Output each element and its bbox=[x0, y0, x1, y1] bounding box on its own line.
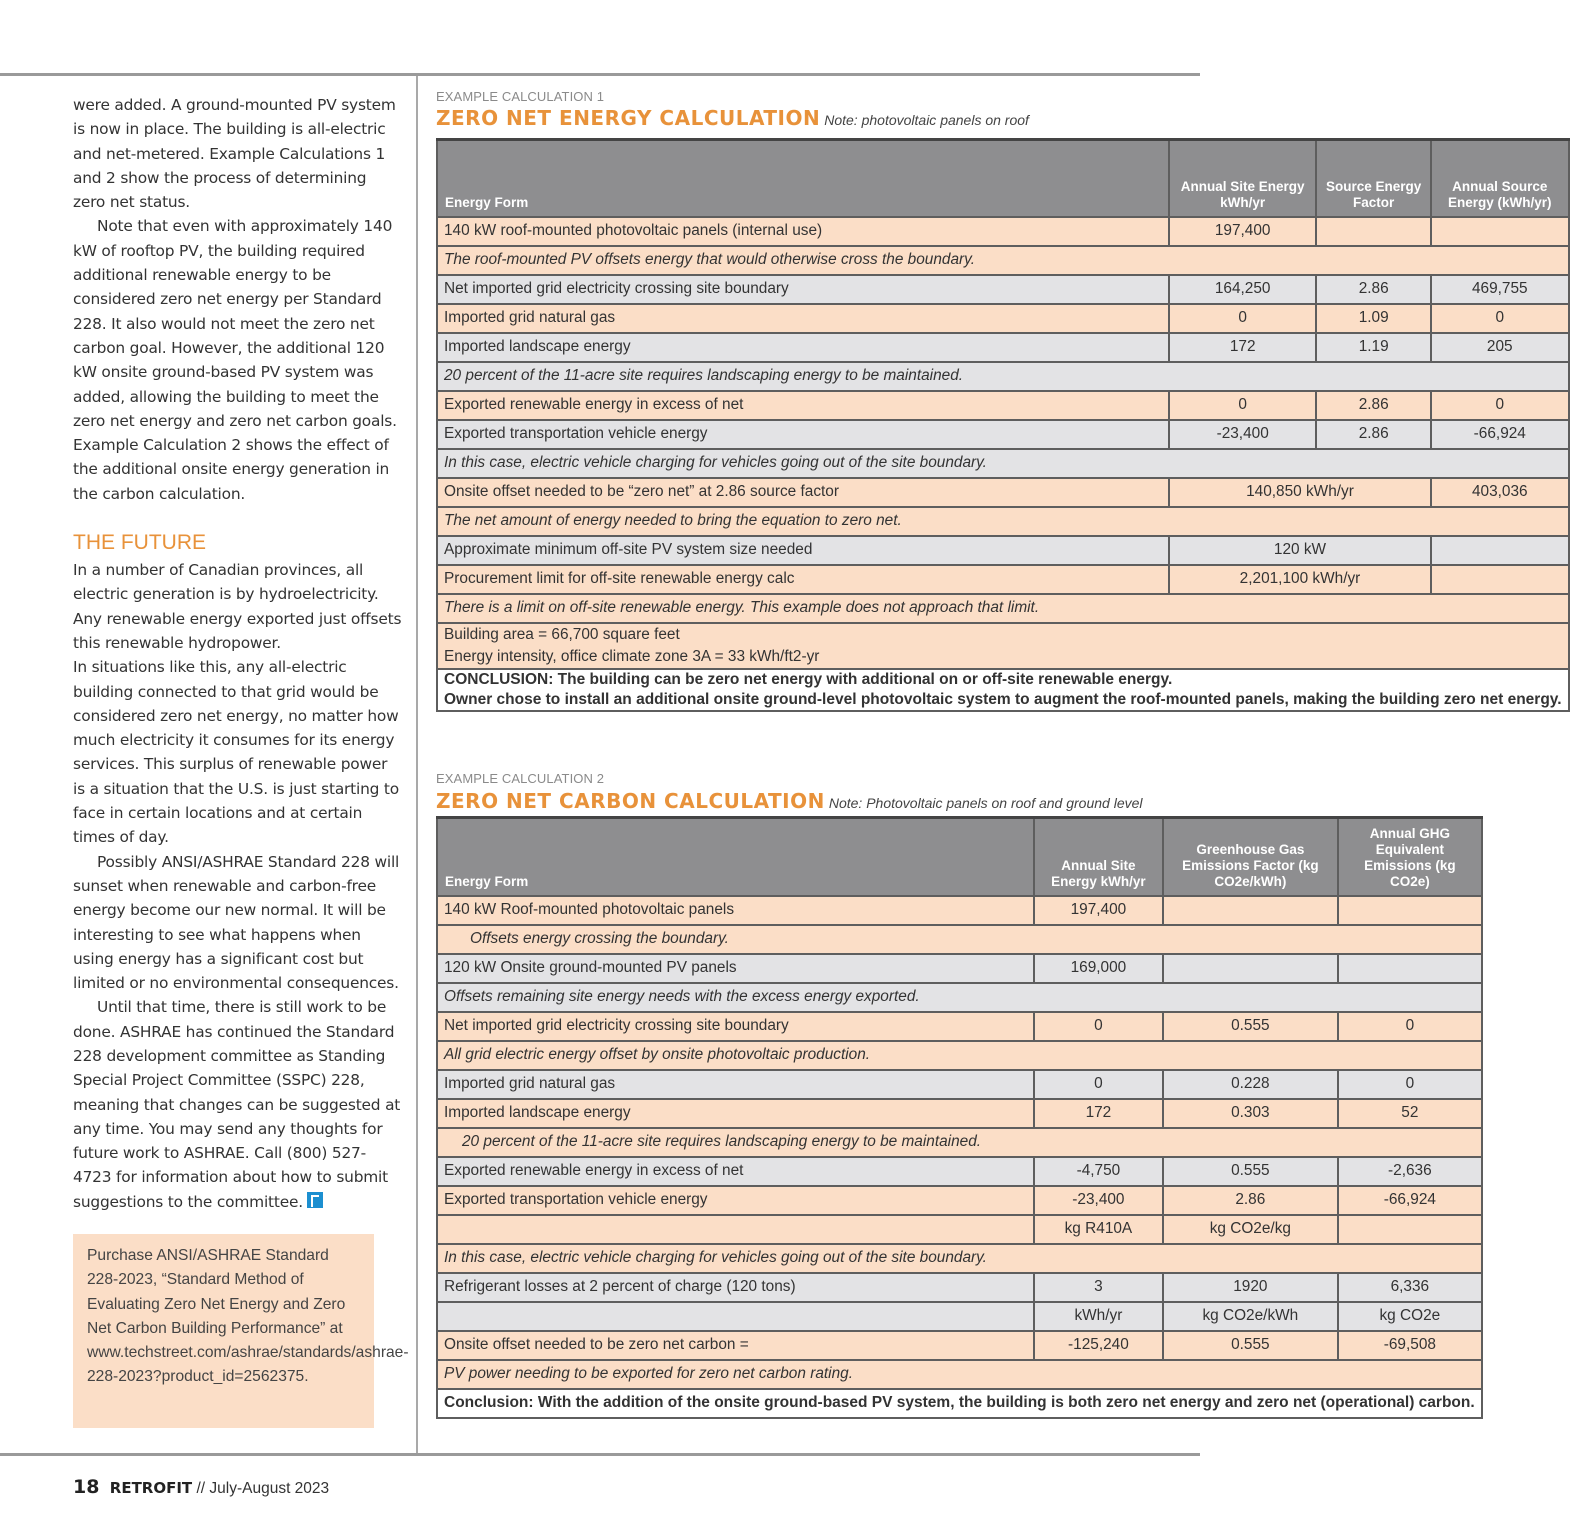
cell-factor: 0.555 bbox=[1163, 1012, 1338, 1041]
conclusion: Conclusion: With the addition of the onsite ground-based PV system, the building is both zero net energy and zero net (operational) carbon. bbox=[437, 1389, 1482, 1418]
table-note-row bbox=[437, 983, 1482, 1012]
row-label: Net imported grid electricity crossing site boundary bbox=[437, 275, 1169, 304]
cell-empty bbox=[1163, 954, 1338, 983]
calc2-table bbox=[436, 816, 1483, 1419]
conclusion-line: CONCLUSION: The building can be zero net energy with additional on or off-site renewable energy. bbox=[444, 670, 1173, 688]
cell-empty bbox=[437, 1215, 1034, 1244]
header-source-energy: Annual Source Energy (kWh/yr) bbox=[1431, 140, 1569, 217]
page-footer bbox=[73, 1476, 329, 1498]
cell-empty bbox=[437, 1302, 1034, 1331]
row-label: Exported renewable energy in excess of net bbox=[437, 1157, 1034, 1186]
conclusion bbox=[437, 669, 1569, 711]
header-ghg-emissions: Annual GHG Equivalent Emissions (kg CO2e) bbox=[1338, 818, 1482, 896]
table-note-row bbox=[437, 449, 1569, 478]
cell-emissions: 0 bbox=[1338, 1012, 1482, 1041]
row-label: 120 kW Onsite ground-mounted PV panels bbox=[437, 954, 1034, 983]
cell-factor: 2.86 bbox=[1316, 391, 1431, 420]
cell-emissions: 52 bbox=[1338, 1099, 1482, 1128]
cell-empty bbox=[1338, 1215, 1482, 1244]
table-row bbox=[437, 1012, 1482, 1041]
building-area: Building area = 66,700 square feet bbox=[444, 625, 680, 643]
table-note-row bbox=[437, 507, 1569, 536]
section-heading: THE FUTURE bbox=[73, 531, 206, 555]
cell-site: 3 bbox=[1034, 1273, 1163, 1302]
article-body bbox=[73, 93, 403, 1214]
table-note-row bbox=[437, 1128, 1482, 1157]
row-note: PV power needing to be exported for zero net carbon rating. bbox=[437, 1360, 1482, 1389]
cell-factor: 0.555 bbox=[1163, 1331, 1338, 1360]
row-label: Imported landscape energy bbox=[437, 1099, 1034, 1128]
row-note: All grid electric energy offset by onsite photovoltaic production. bbox=[437, 1041, 1482, 1070]
row-label: Exported transportation vehicle energy bbox=[437, 1186, 1034, 1215]
cell-site: 0 bbox=[1034, 1012, 1163, 1041]
cell-emissions: -69,508 bbox=[1338, 1331, 1482, 1360]
cell-source: -66,924 bbox=[1431, 420, 1569, 449]
calc2-label: EXAMPLE CALCULATION 2 bbox=[436, 771, 605, 786]
row-note: 20 percent of the 11-acre site requires landscaping energy to be maintained. bbox=[437, 1128, 1482, 1157]
row-label: Imported grid natural gas bbox=[437, 1070, 1034, 1099]
cell-unit: kWh/yr bbox=[1034, 1302, 1163, 1331]
row-label: Imported landscape energy bbox=[437, 333, 1169, 362]
cell-site: 140,850 kWh/yr bbox=[1169, 478, 1431, 507]
cell-empty bbox=[1431, 536, 1569, 565]
building-info-row bbox=[437, 623, 1569, 669]
table-row bbox=[437, 391, 1569, 420]
cell-source: 403,036 bbox=[1431, 478, 1569, 507]
table-row bbox=[437, 1186, 1482, 1215]
row-note: Offsets energy crossing the boundary. bbox=[437, 925, 1482, 954]
cell-unit: kg R410A bbox=[1034, 1215, 1163, 1244]
table-note-row bbox=[437, 362, 1569, 391]
cell-source: 0 bbox=[1431, 304, 1569, 333]
cell-site: -23,400 bbox=[1034, 1186, 1163, 1215]
unit-row bbox=[437, 1302, 1482, 1331]
table-row bbox=[437, 420, 1569, 449]
row-label: Exported transportation vehicle energy bbox=[437, 420, 1169, 449]
cell-empty bbox=[1163, 896, 1338, 925]
row-label: Net imported grid electricity crossing site boundary bbox=[437, 1012, 1034, 1041]
cell-site: 0 bbox=[1169, 391, 1316, 420]
row-note: 20 percent of the 11-acre site requires landscaping energy to be maintained. bbox=[437, 362, 1569, 391]
cell-unit: kg CO2e bbox=[1338, 1302, 1482, 1331]
table-row bbox=[437, 304, 1569, 333]
table-row bbox=[437, 1331, 1482, 1360]
row-note: The roof-mounted PV offsets energy that would otherwise cross the boundary. bbox=[437, 246, 1569, 275]
table-row bbox=[437, 275, 1569, 304]
cell-empty bbox=[1338, 896, 1482, 925]
row-label: Procurement limit for off-site renewable energy calc bbox=[437, 565, 1169, 594]
header-energy-form: Energy Form bbox=[437, 818, 1034, 896]
cell-empty bbox=[1431, 565, 1569, 594]
cell-site: -23,400 bbox=[1169, 420, 1316, 449]
top-rule bbox=[0, 73, 1200, 76]
cell-site: 0 bbox=[1169, 304, 1316, 333]
table-note-row bbox=[437, 1360, 1482, 1389]
cell-unit: kg CO2e/kg bbox=[1163, 1215, 1338, 1244]
table-note-row bbox=[437, 1244, 1482, 1273]
article-paragraph: Possibly ANSI/ASHRAE Standard 228 will sunset when renewable and carbon-free energy become our new normal. It will be interesting to see what happens when using energy has a significant cost but limited or no environmental consequences. bbox=[73, 852, 400, 993]
table-row bbox=[437, 478, 1569, 507]
cell-factor: 1.19 bbox=[1316, 333, 1431, 362]
calc1-title-text: ZERO NET ENERGY CALCULATION bbox=[436, 106, 821, 130]
cell-site: 164,250 bbox=[1169, 275, 1316, 304]
table-row bbox=[437, 217, 1569, 246]
calc2-title-text: ZERO NET CARBON CALCULATION bbox=[436, 789, 825, 813]
article-paragraph: In a number of Canadian provinces, all electric generation is by hydroelectricity. Any renewable energy exported just offsets this renewable hydropower. bbox=[73, 561, 402, 652]
table-row bbox=[437, 1273, 1482, 1302]
article-text: Until that time, there is still work to be done. ASHRAE has continued the Standard 228 development committee as Standing Special Project Committee (SSPC) 228, meaning that changes can be suggested at any time. You may send any thoughts for future work to ASHRAE. Call (800) 527-4723 for information about how to submit suggestions to the committee. bbox=[73, 998, 401, 1211]
cell-site: 169,000 bbox=[1034, 954, 1163, 983]
issue-date: // July-August 2023 bbox=[196, 1480, 330, 1497]
cell-factor: 0.228 bbox=[1163, 1070, 1338, 1099]
table-row bbox=[437, 1070, 1482, 1099]
row-note: Offsets remaining site energy needs with the excess energy exported. bbox=[437, 983, 1482, 1012]
cell-site: 197,400 bbox=[1034, 896, 1163, 925]
bottom-rule bbox=[0, 1453, 1200, 1456]
cell-factor: 0.555 bbox=[1163, 1157, 1338, 1186]
table-note-row bbox=[437, 1041, 1482, 1070]
article-paragraph: Note that even with approximately 140 kW of rooftop PV, the building required additional renewable energy to be considered zero net energy per Standard 228. It also would not meet the zero net carbon goal. However, the additional 120 kW onsite ground-based PV system was added, allowing the building to meet the zero net energy and zero net carbon goals. Example Calculation 2 shows the effect of the additional onsite energy generation in the carbon calculation. bbox=[73, 217, 397, 503]
row-label: Exported renewable energy in excess of net bbox=[437, 391, 1169, 420]
cell-factor: 2.86 bbox=[1316, 420, 1431, 449]
cell-emissions: -66,924 bbox=[1338, 1186, 1482, 1215]
cell-site: -4,750 bbox=[1034, 1157, 1163, 1186]
row-note: In this case, electric vehicle charging for vehicles going out of the site boundary. bbox=[437, 449, 1569, 478]
calc1-title bbox=[436, 106, 1029, 130]
conclusion-line: Owner chose to install an additional onsite ground-level photovoltaic system to augment the roof-mounted panels, making the building zero net energy. bbox=[444, 690, 1562, 708]
cell-factor: 1.09 bbox=[1316, 304, 1431, 333]
conclusion-row bbox=[437, 1389, 1482, 1418]
row-label: Onsite offset needed to be zero net carbon = bbox=[437, 1331, 1034, 1360]
cell-source: 0 bbox=[1431, 391, 1569, 420]
row-label: Imported grid natural gas bbox=[437, 304, 1169, 333]
cell-site: 172 bbox=[1034, 1099, 1163, 1128]
cell-empty bbox=[1338, 954, 1482, 983]
row-label: Refrigerant losses at 2 percent of charge (120 tons) bbox=[437, 1273, 1034, 1302]
table-row bbox=[437, 896, 1482, 925]
table-row bbox=[437, 1099, 1482, 1128]
row-label: 140 kW Roof-mounted photovoltaic panels bbox=[437, 896, 1034, 925]
cell-value: 120 kW bbox=[1169, 536, 1431, 565]
header-ghg-factor: Greenhouse Gas Emissions Factor (kg CO2e/kWh) bbox=[1163, 818, 1338, 896]
cell-emissions: 0 bbox=[1338, 1070, 1482, 1099]
calc2-note: Note: Photovoltaic panels on roof and ground level bbox=[828, 795, 1143, 811]
cell-empty bbox=[1431, 217, 1569, 246]
conclusion-row bbox=[437, 669, 1569, 711]
table-note-row bbox=[437, 925, 1482, 954]
table-row bbox=[437, 565, 1569, 594]
cell-source: 205 bbox=[1431, 333, 1569, 362]
table-row bbox=[437, 954, 1482, 983]
cell-emissions: 6,336 bbox=[1338, 1273, 1482, 1302]
table-row bbox=[437, 536, 1569, 565]
table-note-row bbox=[437, 594, 1569, 623]
page-number: 18 bbox=[73, 1476, 100, 1498]
header-site-energy: Annual Site Energy kWh/yr bbox=[1034, 818, 1163, 896]
cell-value: 2,201,100 kWh/yr bbox=[1169, 565, 1431, 594]
header-site-energy: Annual Site Energy kWh/yr bbox=[1169, 140, 1316, 217]
article-paragraph: In situations like this, any all-electric building connected to that grid would be considered zero net energy, no matter how much electricity it consumes for its energy services. This surplus of renewable power is a situation that the U.S. is just starting to face in certain locations and at certain times of day. bbox=[73, 658, 399, 847]
row-note: The net amount of energy needed to bring the equation to zero net. bbox=[437, 507, 1569, 536]
row-note: In this case, electric vehicle charging for vehicles going out of the site boundary. bbox=[437, 1244, 1482, 1273]
row-label: 140 kW roof-mounted photovoltaic panels (internal use) bbox=[437, 217, 1169, 246]
row-note: There is a limit on off-site renewable energy. This example does not approach that limit. bbox=[437, 594, 1569, 623]
cell-site: 0 bbox=[1034, 1070, 1163, 1099]
row-label: Approximate minimum off-site PV system size needed bbox=[437, 536, 1169, 565]
calc1-table bbox=[436, 138, 1570, 712]
cell-empty bbox=[1316, 217, 1431, 246]
cell-site: 197,400 bbox=[1169, 217, 1316, 246]
cell-factor: 0.303 bbox=[1163, 1099, 1338, 1128]
calc2-title bbox=[436, 789, 1143, 813]
calc1-label: EXAMPLE CALCULATION 1 bbox=[436, 89, 605, 104]
cell-factor: 2.86 bbox=[1316, 275, 1431, 304]
calc1-note: Note: photovoltaic panels on roof bbox=[824, 112, 1029, 128]
article-paragraph-last bbox=[73, 995, 403, 1214]
cell-factor: 2.86 bbox=[1163, 1186, 1338, 1215]
cell-site: 172 bbox=[1169, 333, 1316, 362]
cell-factor: 1920 bbox=[1163, 1273, 1338, 1302]
header-source-factor: Source Energy Factor bbox=[1316, 140, 1431, 217]
unit-row bbox=[437, 1215, 1482, 1244]
article-paragraph: were added. A ground-mounted PV system is now in place. The building is all-electric and net-metered. Example Calculations 1 and 2 show the process of determining zero net status. bbox=[73, 96, 396, 212]
purchase-text: Purchase ANSI/ASHRAE Standard 228-2023, “Standard Method of Evaluating Zero Net Energy and Zero Net Carbon Building Performance” at www.techstreet.com/ashrae/standards/ashrae-228-2023?product_id=2562375. bbox=[87, 1247, 409, 1386]
cell-unit: kg CO2e/kWh bbox=[1163, 1302, 1338, 1331]
cell-emissions: -2,636 bbox=[1338, 1157, 1482, 1186]
cell-source: 469,755 bbox=[1431, 275, 1569, 304]
purchase-box bbox=[73, 1234, 409, 1428]
table-row bbox=[437, 1157, 1482, 1186]
end-of-article-icon bbox=[307, 1192, 323, 1208]
row-label: Onsite offset needed to be “zero net” at 2.86 source factor bbox=[437, 478, 1169, 507]
energy-intensity: Energy intensity, office climate zone 3A = 33 kWh/ft2-yr bbox=[444, 647, 820, 665]
table-row bbox=[437, 333, 1569, 362]
column-divider bbox=[416, 76, 418, 1453]
header-energy-form: Energy Form bbox=[437, 140, 1169, 217]
magazine-name: RETROFIT bbox=[109, 1479, 193, 1497]
building-info bbox=[437, 623, 1569, 669]
table-note-row bbox=[437, 246, 1569, 275]
cell-site: -125,240 bbox=[1034, 1331, 1163, 1360]
